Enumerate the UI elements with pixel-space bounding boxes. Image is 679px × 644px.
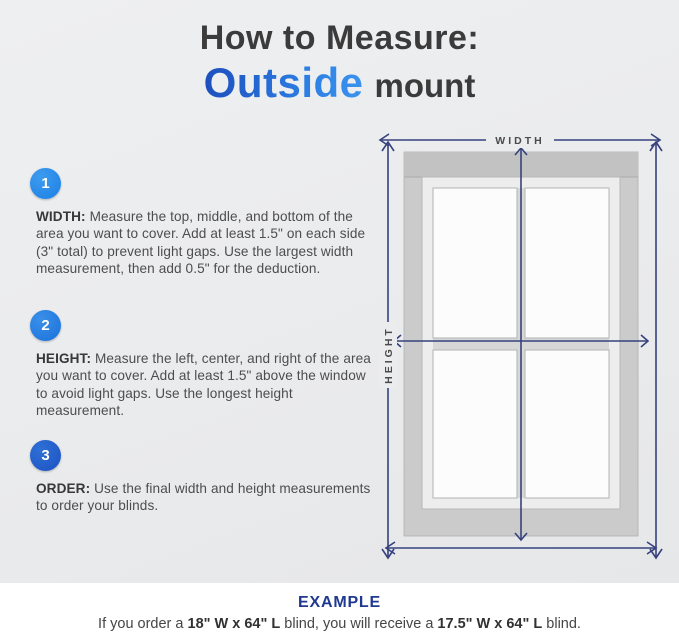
step-2-text (36, 350, 380, 419)
step-2-body: Measure the left, center, and right of the area you want to cover. Add at least 1.5" above the window to avoid light gaps. Use the longest height measurement. (36, 351, 371, 418)
step-3-number-badge: 3 (30, 440, 61, 471)
example-sentence (0, 616, 679, 632)
step-1-label: WIDTH: (36, 209, 86, 224)
step-1-text (36, 208, 380, 277)
example-prefix: If you order a (98, 616, 184, 632)
title-accent-outside: Outside (203, 59, 364, 107)
window-measure-svg (372, 126, 672, 571)
page-title (0, 20, 679, 107)
step-1 (30, 168, 380, 277)
title-line-2 (0, 60, 679, 106)
example-section (0, 583, 679, 644)
step-2-number-badge: 2 (30, 310, 61, 341)
window-pane-top-right (525, 188, 609, 338)
step-3-text (36, 480, 380, 515)
window-pane-bottom-left (433, 350, 517, 498)
width-label: WIDTH (495, 135, 545, 147)
step-2 (30, 310, 380, 419)
example-order-size: 18" W x 64" L (187, 616, 281, 632)
window-pane-top-left (433, 188, 517, 338)
title-line-1: How to Measure: (199, 19, 480, 57)
step-1-number-badge: 1 (30, 168, 61, 199)
title-rest-mount: mount (374, 67, 476, 105)
window-pane-bottom-right (525, 350, 609, 498)
step-3 (30, 440, 380, 515)
example-receive-size: 17.5" W x 64" L (437, 616, 543, 632)
example-suffix: blind. (546, 616, 581, 632)
step-2-label: HEIGHT: (36, 351, 92, 366)
step-1-body: Measure the top, middle, and bottom of the area you want to cover. Add at least 1.5" on each side (3" total) to prevent light gaps. Use the largest width measurement, then add 0.5" for the deduction. (36, 209, 366, 276)
window-measure-diagram (372, 126, 672, 571)
height-label: HEIGHT (383, 326, 395, 384)
example-heading: EXAMPLE (298, 594, 381, 611)
step-3-body: Use the final width and height measurements to order your blinds. (36, 481, 371, 514)
example-middle: blind, you will receive a (284, 616, 434, 632)
step-3-label: ORDER: (36, 481, 91, 496)
